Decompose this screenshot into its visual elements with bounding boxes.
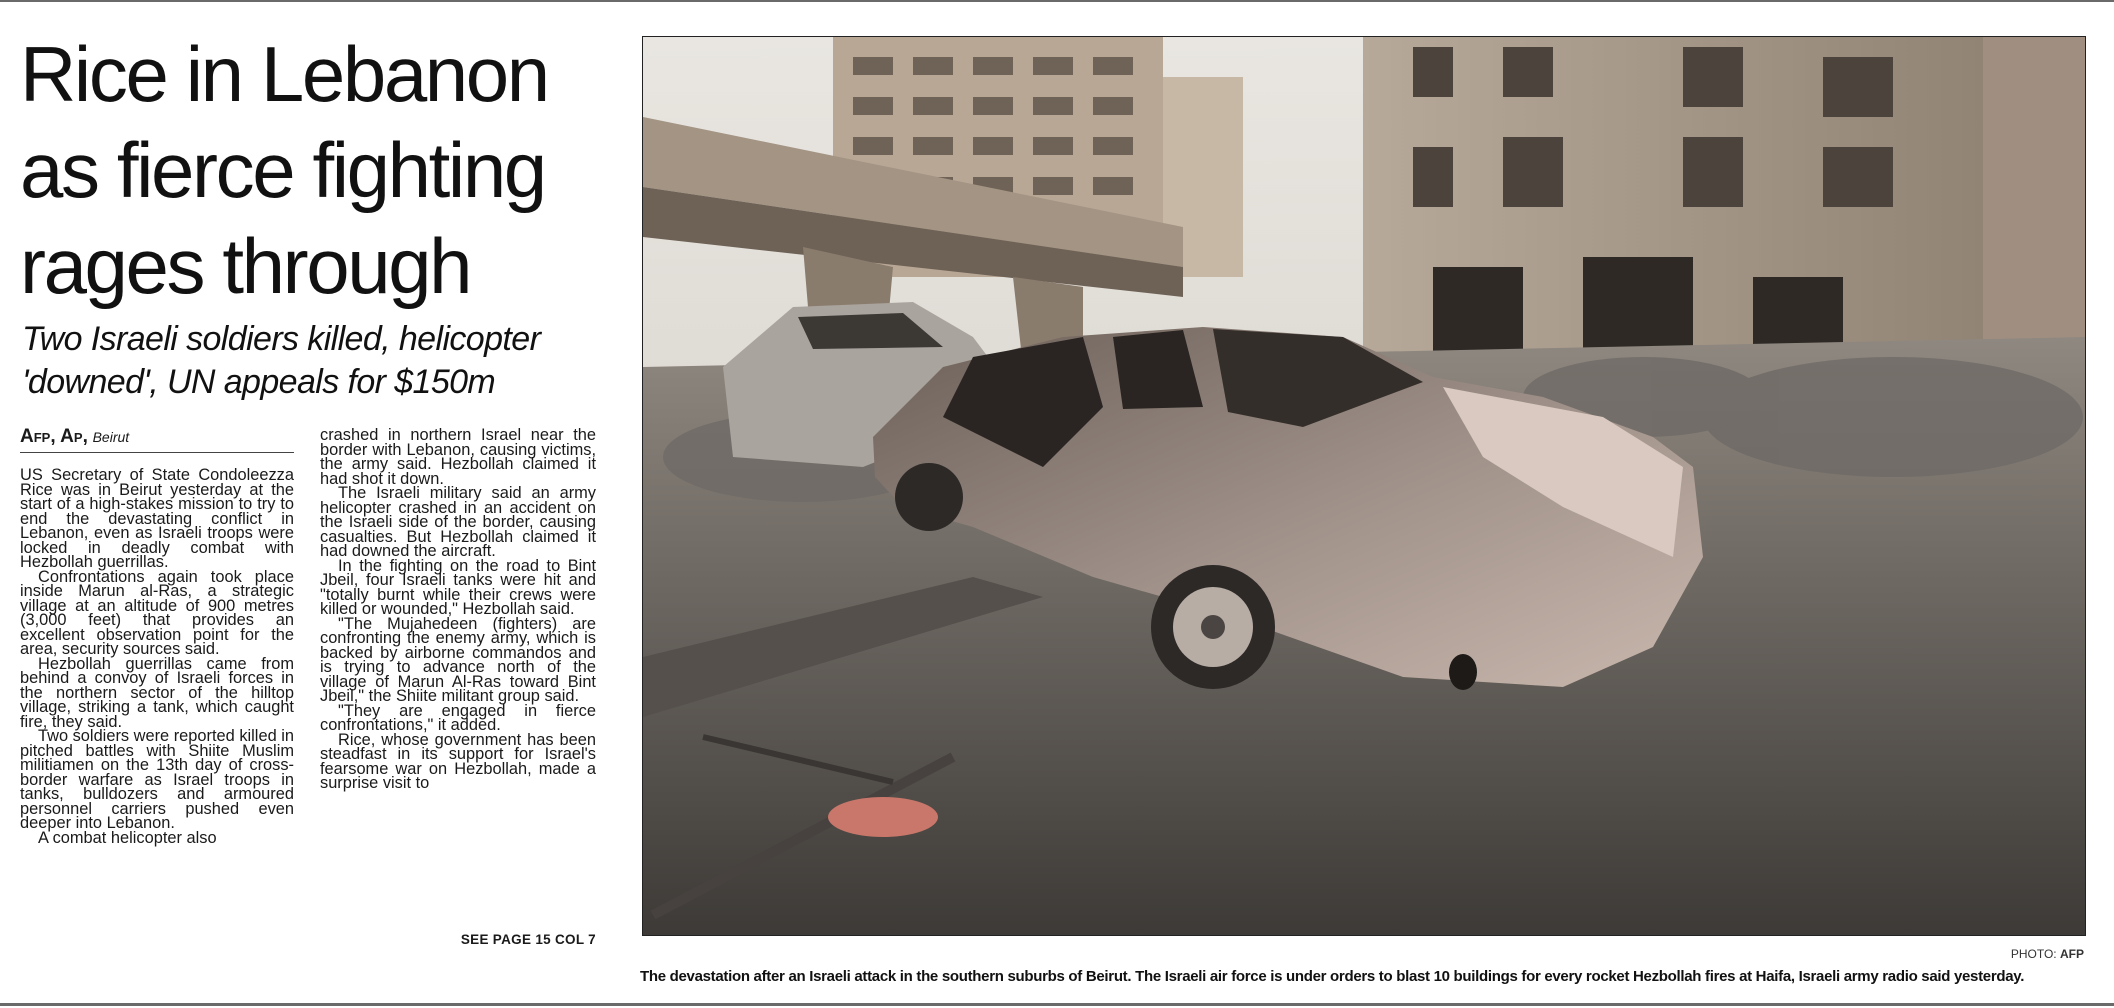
article-paragraph: Rice, whose government has been steadfast in its support for Israel's fearsome war on Hezbollah, made a surprise visit to	[320, 730, 596, 792]
photo-caption: The devastation after an Israeli attack in the southern suburbs of Beirut. The Israeli air force is under orders to blast 10 buildings for every rocket Hezbollah fires at Haifa, Israeli army radio said yesterday.	[640, 968, 2025, 985]
subheadline	[22, 318, 622, 404]
subheadline-line: Two Israeli soldiers killed, helicopter	[22, 320, 541, 358]
byline-agencies: Afp, Ap,	[20, 426, 88, 447]
photo-credit-source: AFP	[2060, 947, 2084, 961]
article-paragraph: "They are engaged in fierce confrontations," it added.	[320, 701, 596, 734]
article-paragraph: A combat helicopter also	[38, 828, 217, 847]
headline-line: Rice in Lebanon	[20, 30, 548, 118]
article-paragraph: US Secretary of State Condoleezza Rice was in Beirut yesterday at the start of a high-stakes mission to try to end the devastating conflict in Lebanon, even as Israeli troops were locked in deadly combat with Hezbollah guerrillas.	[20, 466, 294, 571]
subheadline-line: 'downed', UN appeals for $150m	[22, 363, 496, 401]
top-rule	[0, 0, 2114, 2]
article-column-2	[320, 428, 596, 791]
bottom-rule	[0, 1003, 2114, 1006]
headline-line: rages through	[20, 222, 471, 310]
news-photo	[642, 36, 2086, 936]
article-column-1	[20, 468, 294, 845]
headline	[20, 26, 620, 314]
byline-dateline: Beirut	[92, 429, 130, 445]
jump-line: SEE PAGE 15 COL 7	[460, 932, 596, 947]
photo-credit	[1800, 947, 2084, 961]
headline-line: as fierce fighting	[20, 126, 545, 214]
photo-credit-label: PHOTO:	[2010, 947, 2057, 961]
article-paragraph: crashed in northern Israel near the border with Lebanon, causing victims, the army said. Hezbollah claimed it had shot it down.	[320, 426, 596, 488]
destroyed-street-scene	[643, 37, 2085, 935]
article-paragraph: Two soldiers were reported killed in pitched battles with Shiite Muslim militiamen on the 13th day of cross-border warfare as Israel troops in tanks, bulldozers and armoured personnel carriers pushed even deeper into Lebanon.	[20, 727, 294, 832]
article-paragraph: The Israeli military said an army helicopter crashed in an accident on the Israeli side of the border, causing casualties. But Hezbollah claimed it had downed the aircraft.	[320, 484, 596, 560]
article-paragraph: In the fighting on the road to Bint Jbeil, four Israeli tanks were hit and "totally burnt while their crews were killed or wounded," Hezbollah said.	[320, 556, 596, 618]
byline	[20, 426, 294, 453]
article-paragraph: "The Mujahedeen (fighters) are confronting the enemy army, which is backed by airborne commandos and is trying to advance north of the village of Marun Al-Ras toward Bint Jbeil," the Shiite militant group said.	[320, 614, 596, 705]
article-paragraph: Confrontations again took place inside Marun al-Ras, a strategic village at an altitude of 900 metres (3,000 feet) that provides an excellent observation point for the area, security sources said.	[20, 567, 294, 658]
article-paragraph: Hezbollah guerrillas came from behind a convoy of Israeli forces in the northern sector of the hilltop village, striking a tank, which caught fire, they said.	[20, 654, 294, 731]
